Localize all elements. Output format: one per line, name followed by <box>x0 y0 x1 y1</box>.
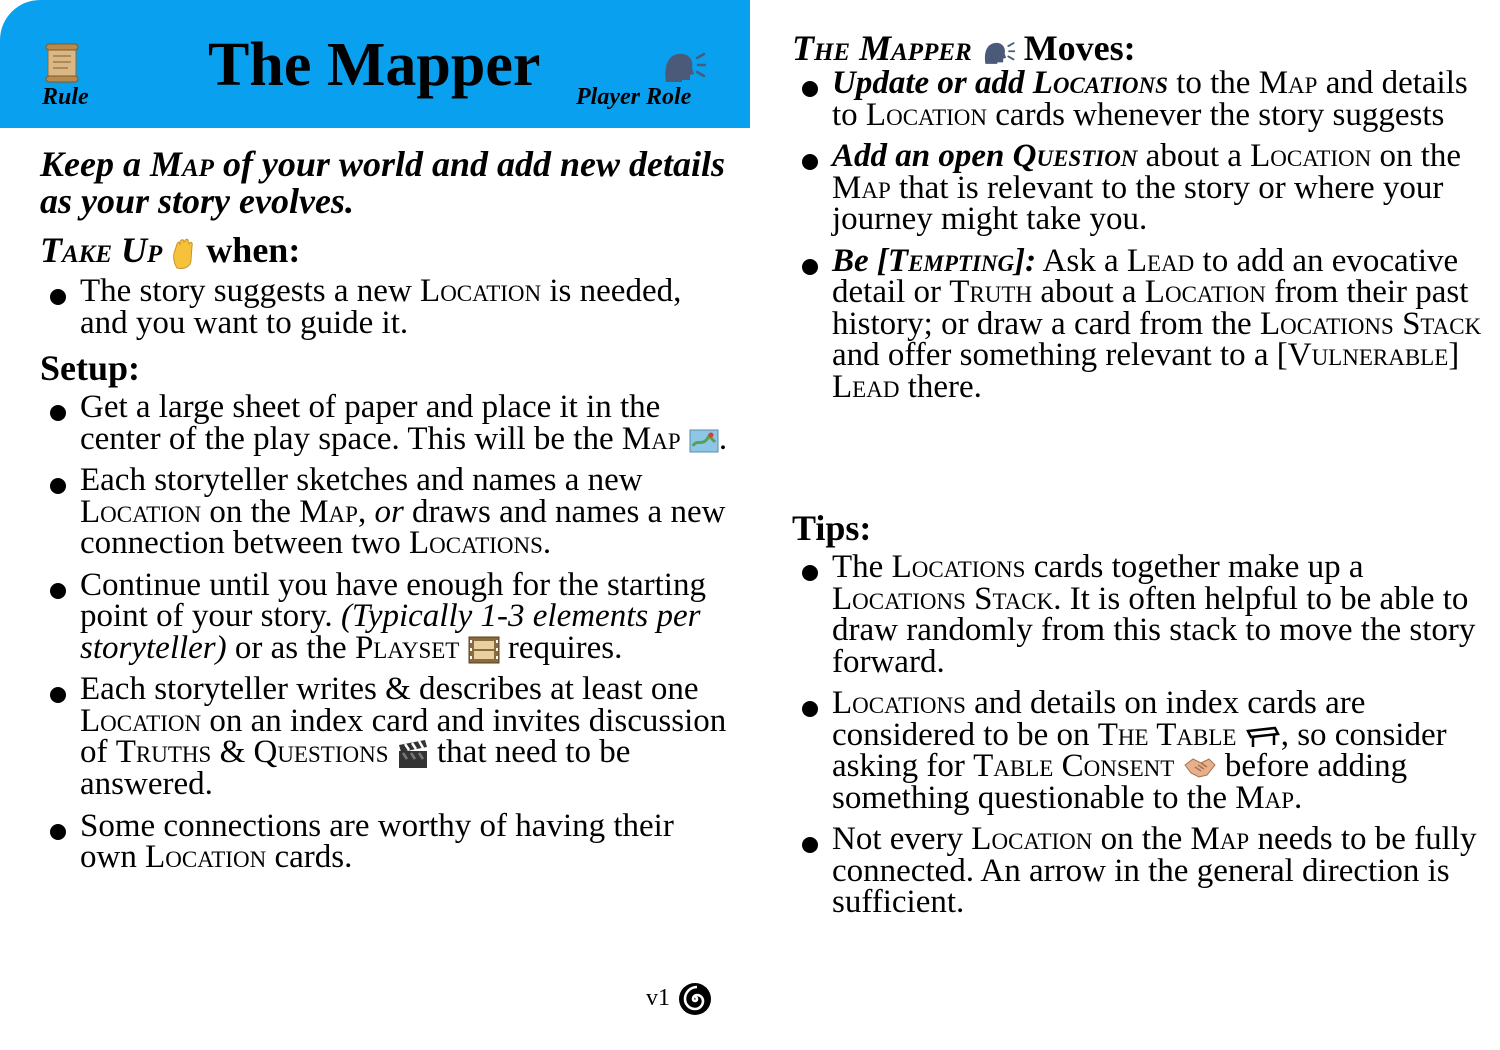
clapper-board-icon <box>397 739 429 769</box>
scroll-icon <box>44 42 80 84</box>
take-up-section <box>40 230 730 349</box>
setup-section <box>40 348 730 884</box>
table-icon <box>1245 725 1281 749</box>
page-title: The Mapper <box>208 31 541 99</box>
speaking-head-icon <box>660 48 706 84</box>
list-item: Each storyteller writes & describes at least one Location on an index card and invites discussion of Truths & Questions that need to be answered. <box>40 674 730 801</box>
list-item: Continue until you have enough for the starting point of your story. (Typically 1-3 elements per storyteller) or as the Playset requires. <box>40 570 730 665</box>
list-item: The Locations cards together make up a Locations Stack. It is often helpful to be able to draw randomly from this stack to move the story forward. <box>792 552 1482 678</box>
role-summary: Keep a Map of your world and add new details as your story evolves. <box>40 144 725 221</box>
tips-section <box>792 508 1482 929</box>
film-frames-icon <box>468 636 500 664</box>
version-label: v1 <box>646 985 670 1011</box>
spiral-icon <box>678 982 712 1016</box>
map-icon <box>689 428 719 454</box>
list-item: Be [Tempting]: Ask a Lead to add an evocative detail or Truth about a Location from their past history; or draw a card from the Locations Stack and offer something relevant to a [Vulnerable] Lead there. <box>792 246 1482 404</box>
list-item: Add an open Question about a Location on the Map that is relevant to the story or where your journey might take you. <box>792 141 1482 236</box>
moves-heading: The Mapper Moves: <box>792 28 1136 68</box>
list-item: Each storyteller sketches and names a new Location on the Map, or draws and names a new connection between two Locations. <box>40 465 730 560</box>
header-banner <box>0 0 750 128</box>
speaking-head-icon <box>981 38 1015 66</box>
take-up-heading: Take Up when: <box>40 230 301 270</box>
player-role-label: Player Role <box>576 84 692 110</box>
moves-section <box>792 28 1482 413</box>
list-item: Get a large sheet of paper and place it in the center of the play space. This will be the Map . <box>40 392 730 455</box>
list-item: Some connections are worthy of having their own Location cards. <box>40 811 730 874</box>
list-item: Locations and details on index cards are considered to be on The Table , so consider asking for Table Consent before adding something questionable to the Map. <box>792 688 1482 814</box>
list-item: Update or add Locations to the Map and details to Location cards whenever the story suggests <box>792 68 1482 131</box>
raised-hand-icon <box>171 238 197 270</box>
tips-heading: Tips: <box>792 508 872 548</box>
setup-heading: Setup: <box>40 348 141 388</box>
rule-label: Rule <box>42 84 89 110</box>
list-item: Not every Location on the Map needs to be fully connected. An arrow in the general direction is sufficient. <box>792 824 1482 919</box>
handshake-icon <box>1183 755 1217 781</box>
list-item: The story suggests a new Location is needed, and you want to guide it. <box>40 276 730 339</box>
